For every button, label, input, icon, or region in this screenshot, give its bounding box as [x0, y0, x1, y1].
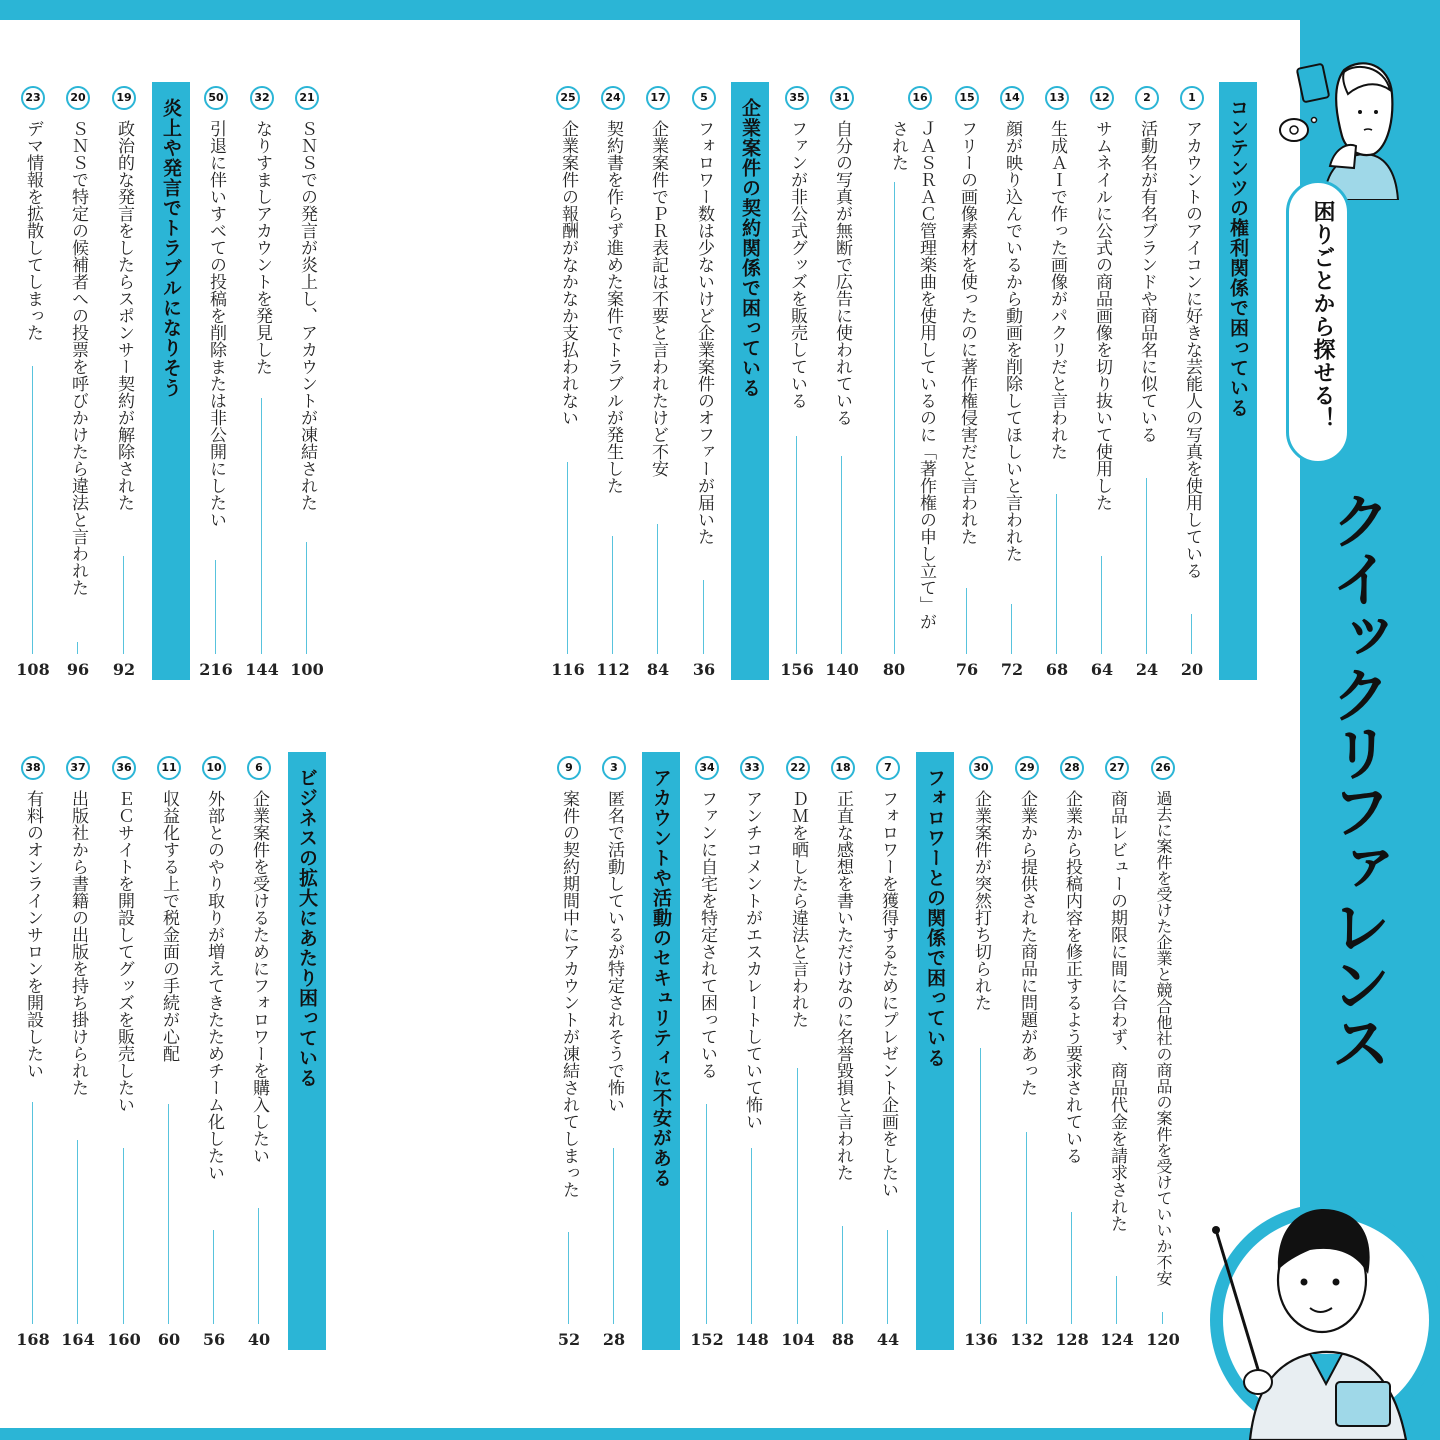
entry-number: 33	[740, 756, 764, 780]
page-number: 68	[1045, 660, 1069, 679]
leader-line	[612, 536, 613, 654]
entry-number: 15	[955, 86, 979, 110]
leader-line	[77, 1140, 78, 1324]
entry-text: ＥＣサイトを開設してグッズを販売したい	[114, 790, 134, 1113]
leader-line	[797, 1068, 798, 1324]
page-number: 80	[882, 660, 906, 679]
entry-text: 顔が映り込んでいるから動画を削除してほしいと言われた	[1002, 120, 1022, 562]
entry-row[interactable]	[636, 86, 680, 684]
leader-line	[123, 556, 124, 654]
entry-number: 37	[66, 756, 90, 780]
entry-text: 外部とのやり取りが増えてきたためチーム化したい	[204, 790, 224, 1181]
leader-line	[613, 1148, 614, 1324]
leader-line	[894, 182, 895, 654]
entry-row[interactable]	[820, 86, 864, 684]
entry-text: フリーの画像素材を使ったのに著作権侵害だと言われた	[957, 120, 977, 545]
leader-line	[306, 542, 307, 654]
entry-number: 23	[21, 86, 45, 110]
entry-number: 1	[1180, 86, 1204, 110]
page-number: 112	[596, 660, 630, 679]
entry-row[interactable]	[194, 86, 238, 684]
entry-number: 21	[295, 86, 319, 110]
page-number: 124	[1100, 1330, 1134, 1349]
leader-line	[887, 1230, 888, 1324]
section-title: フォロワーとの関係で困っている	[924, 768, 946, 1068]
leader-line	[32, 366, 33, 654]
entry-number: 31	[830, 86, 854, 110]
page-number: 36	[692, 660, 716, 679]
entry-text: 企業案件でＰＲ表記は不要と言われたけど不安	[648, 120, 668, 477]
entry-number: 32	[250, 86, 274, 110]
leader-line	[706, 1104, 707, 1324]
page-number: 76	[955, 660, 979, 679]
entry-text: フォロワー数は少ないけど企業案件のオファーが届いた	[694, 120, 714, 545]
entry-text: フォロワーを獲得するためにプレゼント企画をしたい	[878, 790, 898, 1198]
page-number: 160	[107, 1330, 141, 1349]
page-number: 20	[1180, 660, 1204, 679]
section-header-content-rights	[1219, 82, 1257, 680]
leader-line	[213, 1230, 214, 1324]
entry-number: 17	[646, 86, 670, 110]
entry-number: 18	[831, 756, 855, 780]
leader-line	[1026, 1132, 1027, 1324]
entry-number: 35	[785, 86, 809, 110]
entry-row[interactable]	[821, 756, 865, 1354]
leader-line	[703, 580, 704, 654]
entry-row[interactable]	[775, 86, 819, 684]
leader-line	[1162, 1312, 1163, 1324]
section-title: 炎上や発言でトラブルになりそう	[160, 98, 182, 398]
page-title: クイックリファレンス	[1321, 490, 1391, 1070]
entry-text: 引退に伴いすべての投稿を削除または非公開にしたい	[206, 120, 226, 528]
page-number: 64	[1090, 660, 1114, 679]
leader-line	[980, 1048, 981, 1324]
entry-number: 24	[601, 86, 625, 110]
page-number: 120	[1146, 1330, 1180, 1349]
leader-line	[966, 588, 967, 654]
entry-text: ファンが非公式グッズを販売している	[787, 120, 807, 409]
leader-line	[568, 1232, 569, 1324]
entry-text: ＤＭを晒したら違法と言われた	[788, 790, 808, 1028]
entry-row[interactable]	[1095, 756, 1139, 1354]
entry-text: 企業案件を受けるためにフォロワーを購入したい	[249, 790, 269, 1164]
page-number: 152	[690, 1330, 724, 1349]
page-number: 128	[1055, 1330, 1089, 1349]
leader-line	[841, 456, 842, 654]
entry-number: 16	[908, 86, 932, 110]
entry-row[interactable]	[1035, 86, 1079, 684]
page-number: 44	[876, 1330, 900, 1349]
leader-line	[123, 1148, 124, 1324]
bubble-catchphrase: 困りごとから探せる！	[1310, 200, 1335, 430]
entry-text: 正直な感想を書いただけなのに名誉毀損と言われた	[833, 790, 853, 1181]
entry-text: なりすましアカウントを発見した	[252, 120, 272, 375]
entry-number: 5	[692, 86, 716, 110]
entry-number: 12	[1090, 86, 1114, 110]
leader-line	[77, 642, 78, 654]
page-number: 100	[290, 660, 324, 679]
entry-number: 30	[969, 756, 993, 780]
entry-text: ＳＮＳで特定の候補者への投票を呼びかけたら違法と言われた	[68, 120, 88, 596]
section-header-business-expansion	[288, 752, 326, 1350]
page-number: 164	[61, 1330, 95, 1349]
entry-text: 企業案件が突然打ち切られた	[971, 790, 991, 1011]
entry-row[interactable]	[990, 86, 1034, 684]
entry-text: 匿名で活動しているが特定されそうで怖い	[604, 790, 624, 1113]
page-number: 84	[646, 660, 670, 679]
entry-row[interactable]	[776, 756, 820, 1354]
entry-row[interactable]	[1050, 756, 1094, 1354]
leader-line	[1056, 494, 1057, 654]
entry-row[interactable]	[102, 86, 146, 684]
entry-row[interactable]	[866, 756, 910, 1354]
section-title: 企業案件の契約関係で困っている	[739, 98, 761, 398]
page-number: 60	[157, 1330, 181, 1349]
page-number: 56	[202, 1330, 226, 1349]
entry-text: 活動名が有名ブランドや商品名に似ている	[1137, 120, 1157, 443]
leader-line	[261, 398, 262, 654]
page-number: 148	[735, 1330, 769, 1349]
entry-row[interactable]	[591, 86, 635, 684]
top-border	[0, 0, 1440, 20]
leader-line	[567, 462, 568, 654]
entry-row[interactable]	[1125, 86, 1169, 684]
entry-row[interactable]	[1141, 756, 1185, 1354]
page-number: 96	[66, 660, 90, 679]
entry-text: アンチコメントがエスカレートしていて怖い	[742, 790, 762, 1130]
entry-number: 38	[21, 756, 45, 780]
entry-text: デマ情報を拡散してしまった	[23, 120, 43, 341]
leader-line	[258, 1208, 259, 1324]
page-number: 136	[964, 1330, 998, 1349]
entry-text: サムネイルに公式の商品画像を切り抜いて使用した	[1092, 120, 1112, 511]
section-title: アカウントや活動のセキュリティに不安がある	[650, 768, 672, 1188]
page-number: 88	[831, 1330, 855, 1349]
entry-number: 10	[202, 756, 226, 780]
leader-line	[796, 436, 797, 654]
leader-line	[1116, 1276, 1117, 1324]
entry-row[interactable]	[1005, 756, 1049, 1354]
entry-number: 29	[1015, 756, 1039, 780]
entry-text: 契約書を作らず進めた案件でトラブルが発生した	[603, 120, 623, 494]
entry-text: 生成ＡＩで作った画像がパクリだと言われた	[1047, 120, 1067, 460]
entry-number: 34	[695, 756, 719, 780]
entry-row[interactable]	[102, 756, 146, 1354]
section-header-followers	[916, 752, 954, 1350]
entry-number: 11	[157, 756, 181, 780]
entry-text: ＪＡＳＲＡＣ管理楽曲を使用しているのに「著作権の申し立て」がされた	[888, 120, 936, 630]
entry-row[interactable]	[192, 756, 236, 1354]
entry-text: 商品レビューの期限に間に合わず、商品代金を請求された	[1107, 790, 1127, 1232]
leader-line	[1191, 614, 1192, 654]
entry-number: 7	[876, 756, 900, 780]
page-number: 132	[1010, 1330, 1044, 1349]
entry-row[interactable]	[945, 86, 989, 684]
leader-line	[215, 560, 216, 654]
entry-text: 案件の契約期間中にアカウントが凍結されてしまった	[559, 790, 579, 1198]
page-number: 140	[825, 660, 859, 679]
entry-row[interactable]	[147, 756, 191, 1354]
leader-line	[168, 1104, 169, 1324]
entry-number: 6	[247, 756, 271, 780]
page-number: 28	[602, 1330, 626, 1349]
entry-number: 50	[204, 86, 228, 110]
entry-text: 企業から提供された商品に問題があった	[1017, 790, 1037, 1096]
page-number: 168	[16, 1330, 50, 1349]
leader-line	[1011, 604, 1012, 654]
page-number: 104	[781, 1330, 815, 1349]
entry-row[interactable]	[880, 86, 944, 684]
page-number: 216	[199, 660, 233, 679]
page-number: 116	[551, 660, 585, 679]
woman-thinking-illustration	[1264, 50, 1404, 200]
entry-number: 19	[112, 86, 136, 110]
entry-text: 政治的な発言をしたらスポンサー契約が解除された	[114, 120, 134, 511]
entry-row[interactable]	[682, 86, 726, 684]
entry-number: 20	[66, 86, 90, 110]
page-number: 40	[247, 1330, 271, 1349]
page-number: 92	[112, 660, 136, 679]
entry-row[interactable]	[959, 756, 1003, 1354]
leader-line	[751, 1148, 752, 1324]
entry-number: 22	[786, 756, 810, 780]
section-header-corporate-contracts	[731, 82, 769, 680]
entry-number: 3	[602, 756, 626, 780]
page-number: 24	[1135, 660, 1159, 679]
leader-line	[1071, 1212, 1072, 1324]
entry-row[interactable]	[685, 756, 729, 1354]
entry-number: 9	[557, 756, 581, 780]
entry-row[interactable]	[237, 756, 281, 1354]
entry-row[interactable]	[11, 86, 55, 684]
entry-text: 企業案件の報酬がなかなか支払われない	[558, 120, 578, 426]
page-number: 72	[1000, 660, 1024, 679]
entry-text: 収益化する上で税金面の手続が心配	[159, 790, 179, 1062]
entry-text: 企業から投稿内容を修正するよう要求されている	[1062, 790, 1082, 1164]
entry-text: アカウントのアイコンに好きな芸能人の写真を使用している	[1182, 120, 1202, 579]
page-number: 144	[245, 660, 279, 679]
leader-line	[842, 1226, 843, 1324]
entry-text: 過去に案件を受けた企業と競合他社の商品の案件を受けていいか不安	[1154, 790, 1173, 1286]
section-header-flaming-trouble	[152, 82, 190, 680]
entry-number: 26	[1151, 756, 1175, 780]
entry-row[interactable]	[285, 86, 329, 684]
entry-row[interactable]	[592, 756, 636, 1354]
leader-line	[657, 524, 658, 654]
leader-line	[32, 1102, 33, 1324]
entry-text: ＳＮＳでの発言が炎上し、アカウントが凍結された	[297, 120, 317, 511]
entry-row[interactable]	[240, 86, 284, 684]
entry-row[interactable]	[546, 86, 590, 684]
entry-number: 36	[112, 756, 136, 780]
entry-number: 13	[1045, 86, 1069, 110]
section-title: コンテンツの権利関係で困っている	[1227, 98, 1249, 418]
entry-row[interactable]	[56, 756, 100, 1354]
entry-row[interactable]	[1170, 86, 1214, 684]
entry-text: 有料のオンラインサロンを開設したい	[23, 790, 43, 1079]
entry-number: 28	[1060, 756, 1084, 780]
leader-line	[1146, 478, 1147, 654]
page-number: 52	[557, 1330, 581, 1349]
entry-text: 出版社から書籍の出版を持ち掛けられた	[68, 790, 88, 1096]
section-title: ビジネスの拡大にあたり困っている	[296, 768, 318, 1088]
page-number: 108	[16, 660, 50, 679]
section-header-account-security	[642, 752, 680, 1350]
entry-text: 自分の写真が無断で広告に使われている	[832, 120, 852, 426]
entry-number: 25	[556, 86, 580, 110]
entry-number: 27	[1105, 756, 1129, 780]
entry-number: 2	[1135, 86, 1159, 110]
entry-text: ファンに自宅を特定されて困っている	[697, 790, 717, 1079]
leader-line	[1101, 556, 1102, 654]
entry-row[interactable]	[56, 86, 100, 684]
entry-row[interactable]	[1080, 86, 1124, 684]
entry-row[interactable]	[11, 756, 55, 1354]
entry-row[interactable]	[730, 756, 774, 1354]
entry-row[interactable]	[547, 756, 591, 1354]
man-pointer-illustration	[1186, 1170, 1440, 1440]
page-number: 156	[780, 660, 814, 679]
entry-number: 14	[1000, 86, 1024, 110]
